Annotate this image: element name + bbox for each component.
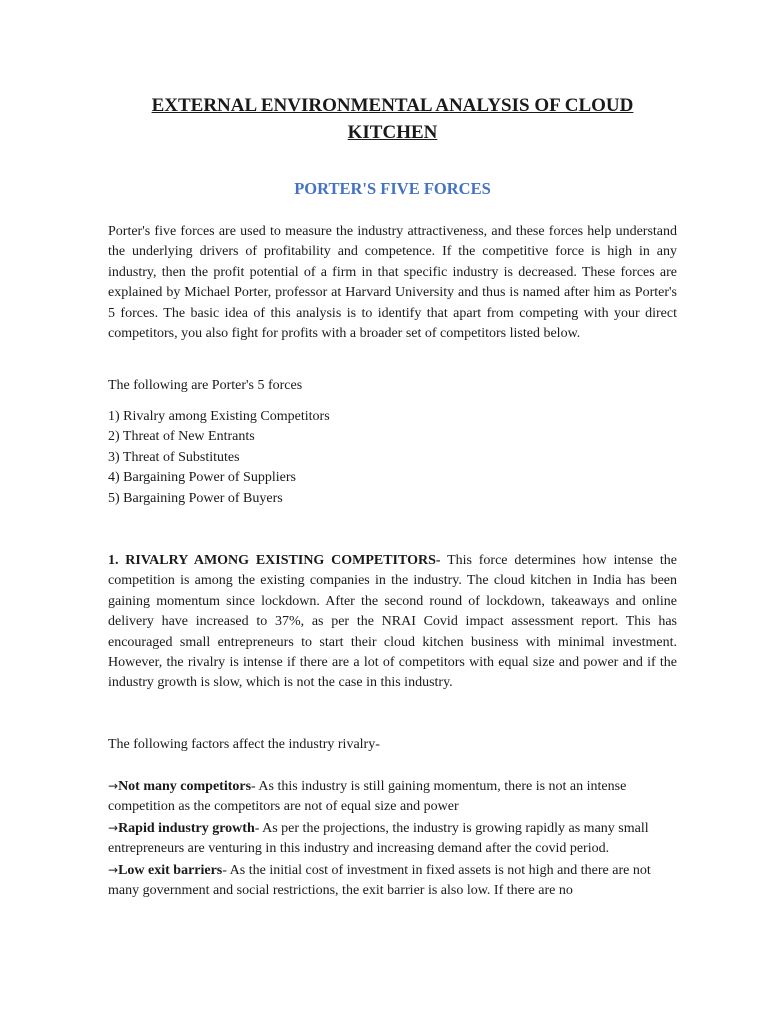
forces-list (108, 407, 677, 509)
factors-list (108, 776, 677, 901)
forces-list-lead: The following are Porter's 5 forces (108, 378, 303, 393)
factor-label: Low exit barriers (118, 862, 223, 878)
document-title: EXTERNAL ENVIRONMENTAL ANALYSIS OF CLOUD KITCHEN (151, 95, 634, 143)
rivalry-paragraph (108, 551, 677, 694)
list-item: 1) Rivalry among Existing Competitors (108, 409, 330, 424)
factor-label: Not many competitors (118, 779, 252, 794)
rivalry-heading: 1. RIVALRY AMONG EXISTING COMPETITORS- (108, 553, 441, 568)
arrow-right-icon: → (108, 862, 119, 877)
list-item (108, 776, 677, 818)
factors-lead: The following factors affect the industry rivalry- (108, 737, 380, 752)
rivalry-text: This force determines how intense the competition is among the existing companies in the industry. The cloud kitchen in India has been gaining momentum since lockdown. After the second round of lockdown, takeaways and online delivery have increased to 37%, as per the NRAI Covid impact assessment report. This has encouraged small entrepreneurs to start their cloud kitchen business with minimal investment. However, the rivalry is intense if there are a lot of competitors with equal size and power and if the industry growth is slow, which is not the case in this industry. (108, 553, 677, 691)
factor-label: Rapid industry growth (118, 820, 255, 836)
list-item (108, 860, 677, 902)
intro-paragraph: Porter's five forces are used to measure the industry attractiveness, and these forces help understand the underlying drivers of profitability and competence. If the competitive force is high in any industry, then the profit potential of a firm in that specific industry is decreased. These forces are explained by Michael Porter, professor at Harvard University and thus is named after him as Porter's 5 forces. The basic idea of this analysis is to identify that apart from competing with your direct competitors, you also fight for profits with a broader set of competitors listed below. (108, 224, 677, 342)
factor-text: - As this industry is still gaining momentum, there is not an intense competition as the competitors are not of equal size and power (108, 779, 627, 815)
list-item: 5) Bargaining Power of Buyers (108, 490, 283, 506)
list-item (108, 818, 677, 860)
list-item: 4) Bargaining Power of Suppliers (108, 470, 296, 486)
factor-text: - As the initial cost of investment in fixed assets is not high and there are not many government and social restrictions, the exit barrier is also low. If there are no (108, 862, 651, 899)
arrow-right-icon: → (108, 779, 119, 793)
factor-text: - As per the projections, the industry is growing rapidly as many small entrepreneurs are venturing in this industry and increasing demand after the covid period. (108, 820, 649, 857)
list-item: 3) Threat of Substitutes (108, 449, 240, 465)
document-page (108, 92, 677, 899)
section-heading: PORTER'S FIVE FORCES (294, 179, 491, 198)
list-item: 2) Threat of New Entrants (108, 429, 255, 445)
arrow-right-icon: → (108, 820, 119, 835)
